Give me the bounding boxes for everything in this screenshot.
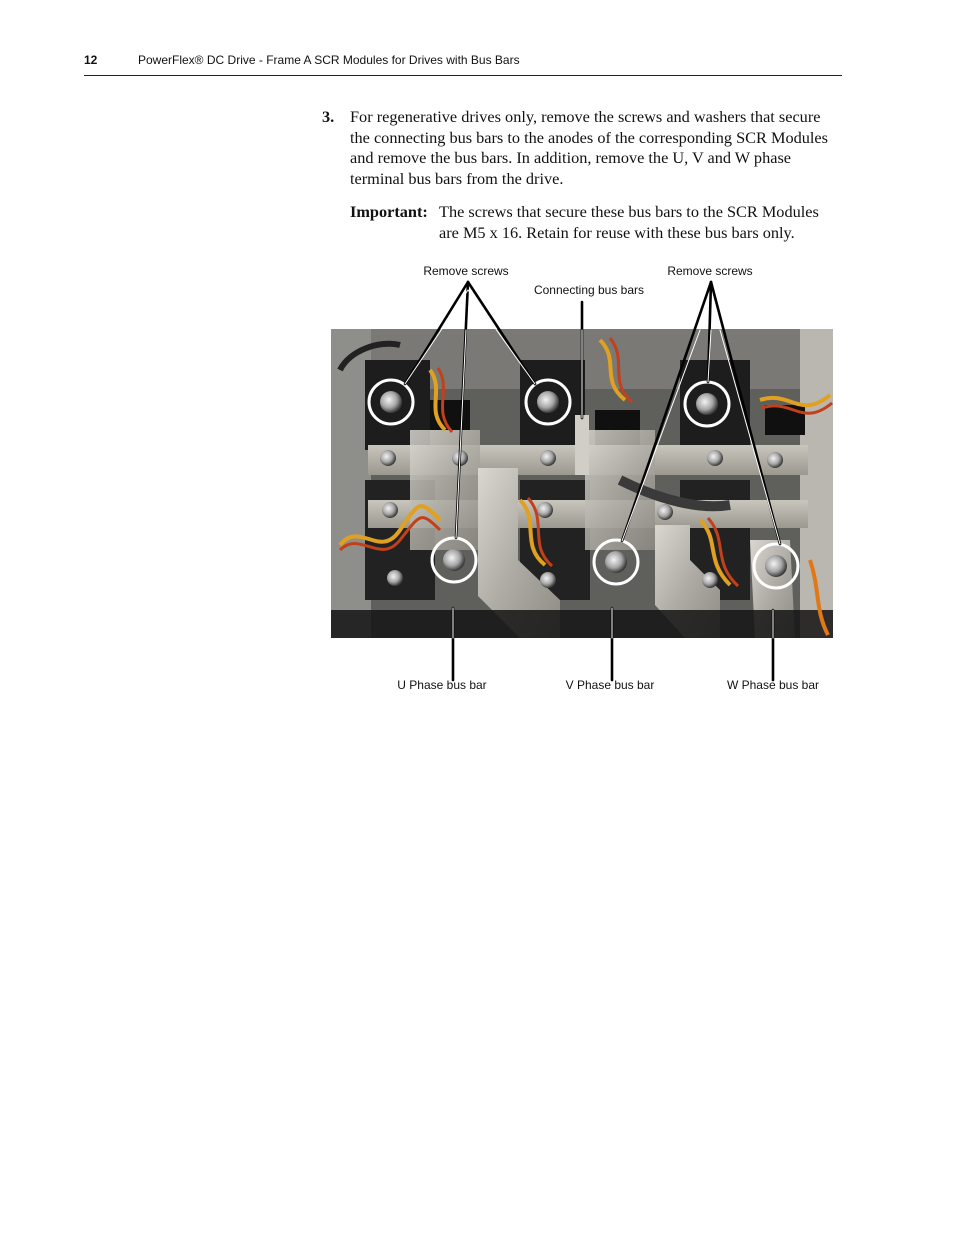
running-header-title: PowerFlex® DC Drive - Frame A SCR Modules for Drives with Bus Bars xyxy=(138,53,520,67)
callout-v-phase-bus-bar: V Phase bus bar xyxy=(565,678,655,692)
callout-connecting-bus-bars: Connecting bus bars xyxy=(533,283,645,297)
page-number: 12 xyxy=(84,53,98,67)
callout-w-phase-bus-bar: W Phase bus bar xyxy=(726,678,820,692)
callout-remove-screws-left: Remove screws xyxy=(423,264,509,278)
callout-remove-screws-right: Remove screws xyxy=(667,264,753,278)
important-text: The screws that secure these bus bars to the SCR Modules are M5 x 16. Retain for reuse with these bus bars only. xyxy=(439,202,819,242)
callout-u-phase-bus-bar: U Phase bus bar xyxy=(397,678,487,692)
step-number: 3. xyxy=(322,107,335,126)
step-text: For regenerative drives only, remove the screws and washers that secure the connecting bus bars to the anodes of the corresponding SCR Modules and remove the bus bars. In addition, remove the U, V and W phase terminal bus bars from the drive. xyxy=(350,107,828,188)
important-label: Important: xyxy=(350,202,428,221)
